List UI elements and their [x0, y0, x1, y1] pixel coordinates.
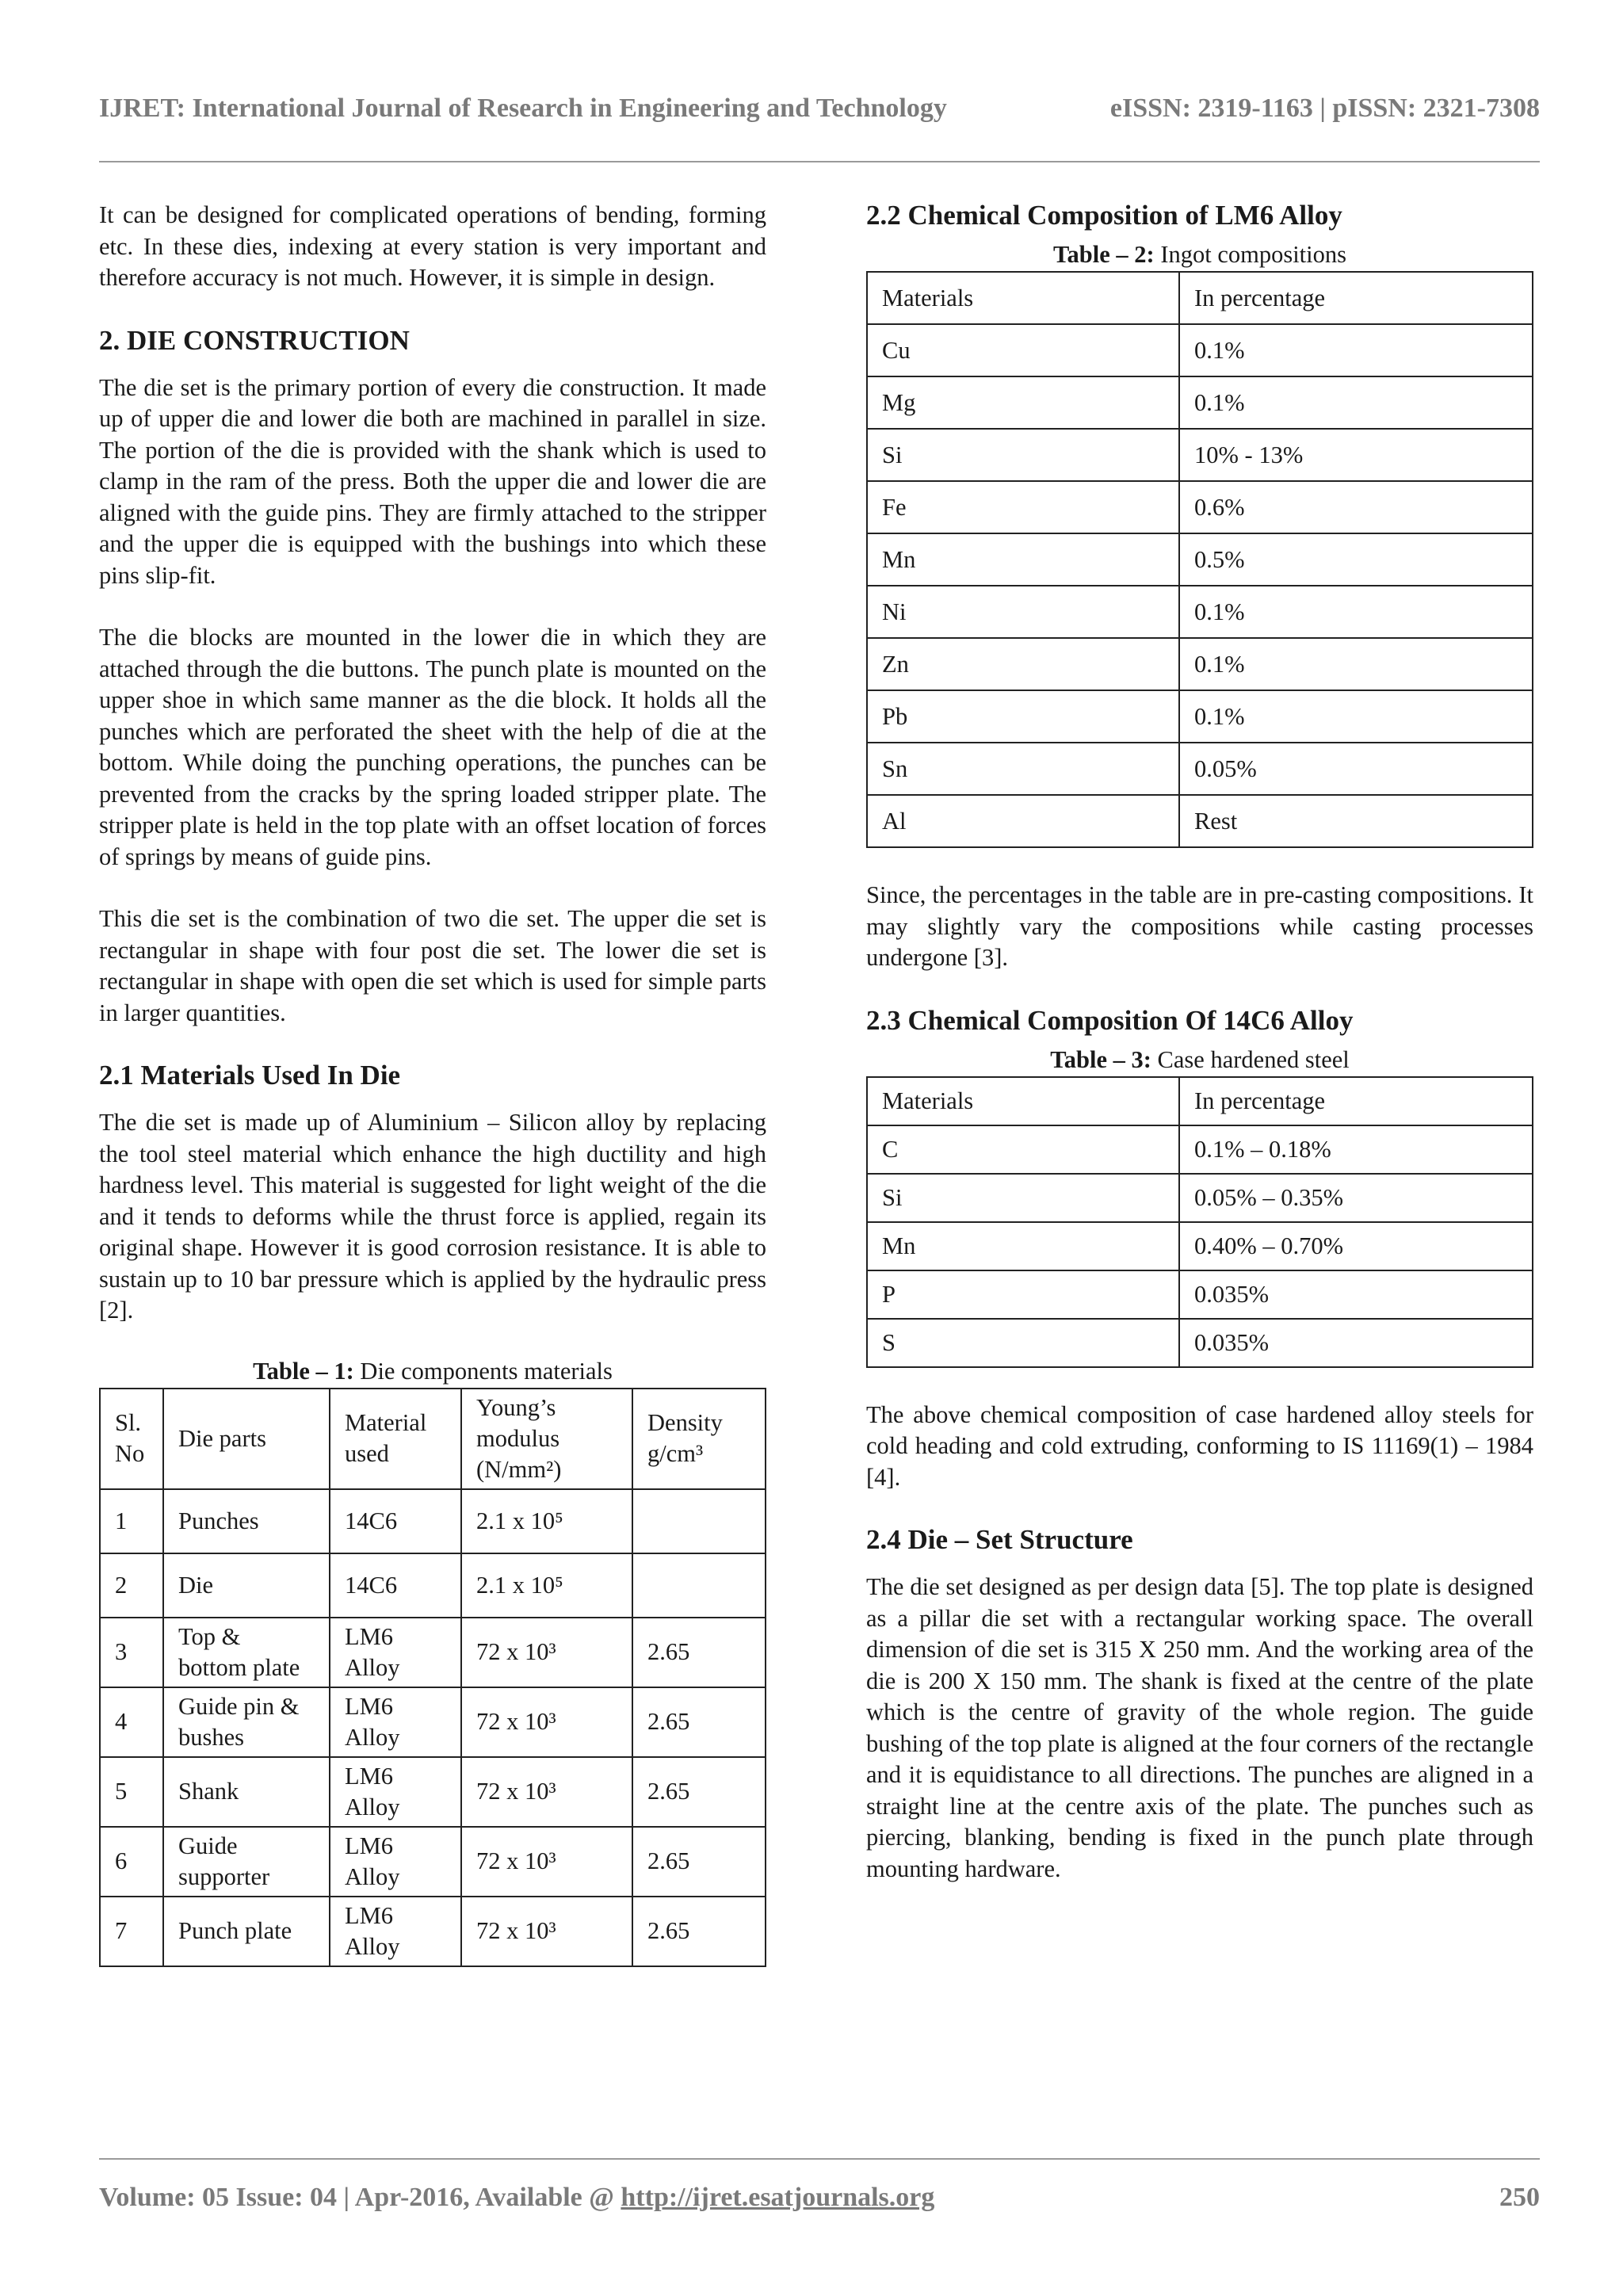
running-header [99, 94, 1540, 124]
table-cell: 2.65 [632, 1618, 766, 1687]
table-row [100, 1897, 766, 1966]
table-header-cell: Material used [330, 1389, 461, 1489]
table-cell: 72 x 10³ [461, 1687, 632, 1757]
table-cell: 10% - 13% [1179, 429, 1533, 481]
table-row [867, 795, 1533, 847]
footer-rule [99, 2158, 1540, 2160]
table-cell: S [867, 1319, 1179, 1367]
table-row [100, 1618, 766, 1687]
volume-info: Volume: 05 Issue: 04 | Apr-2016, Available @ [99, 2183, 621, 2212]
table-cell: Si [867, 429, 1179, 481]
table-header-cell: In percentage [1179, 1077, 1533, 1125]
table-row [867, 586, 1533, 638]
table-cell: 2.1 x 10⁵ [461, 1489, 632, 1553]
table-row [867, 1222, 1533, 1270]
table-cell [632, 1553, 766, 1618]
section-2-2-heading: 2.2 Chemical Composition of LM6 Alloy [866, 200, 1342, 231]
table-1 [99, 1388, 766, 1967]
table-cell: LM6 Alloy [330, 1618, 461, 1687]
table-header-row [867, 1077, 1533, 1125]
table-header-row [100, 1389, 766, 1489]
table-cell: 0.1% [1179, 376, 1533, 429]
table-row [867, 1270, 1533, 1319]
table-cell: 72 x 10³ [461, 1618, 632, 1687]
table-cell: Sn [867, 743, 1179, 795]
table-cell: 72 x 10³ [461, 1827, 632, 1897]
table-row [100, 1687, 766, 1757]
table-cell: Guide pin & bushes [163, 1687, 330, 1757]
table-cell: 0.6% [1179, 481, 1533, 533]
table-cell: Rest [1179, 795, 1533, 847]
table-cell: 0.40% – 0.70% [1179, 1222, 1533, 1270]
table-cell: LM6 Alloy [330, 1687, 461, 1757]
journal-link[interactable]: http://ijret.esatjournals.org [621, 2183, 935, 2212]
section-2-paragraph-1: The die set is the primary portion of every die construction. It made up of upper die and lower die both are machined in parallel in size. The portion of the die is provided with the shank which is used to clamp in the ram of the press. Both the upper die and lower die are aligned with the guide pins. They are firmly attached to the stripper and the upper die is equipped with the bushings into which these pins slip-fit. [99, 373, 766, 589]
table-row [867, 638, 1533, 690]
table-row [867, 690, 1533, 743]
issn-info: eISSN: 2319-1163 | pISSN: 2321-7308 [1109, 94, 1540, 123]
table-2 [866, 271, 1533, 848]
table-cell: 2.65 [632, 1897, 766, 1966]
table-cell: P [867, 1270, 1179, 1319]
section-2-3-heading: 2.3 Chemical Composition Of 14C6 Alloy [866, 1004, 1354, 1036]
table-cell: 6 [100, 1827, 163, 1897]
table-cell: Top & bottom plate [163, 1618, 330, 1687]
table-header-cell: Die parts [163, 1389, 330, 1489]
section-2-2-paragraph: Since, the percentages in the table are in pre-casting compositions. It may slightly vary the compositions while casting processes undergone [3]. [866, 881, 1533, 971]
table-cell: 2.1 x 10⁵ [461, 1553, 632, 1618]
section-2-3-paragraph: The above chemical composition of case hardened alloy steels for cold heading and cold extruding, conforming to IS 11169(1) – 1984 [4]. [866, 1400, 1533, 1491]
header-rule [99, 161, 1540, 162]
table-cell: Guide supporter [163, 1827, 330, 1897]
table-cell: 2.65 [632, 1827, 766, 1897]
table-3 [866, 1076, 1533, 1368]
table-header-cell: In percentage [1179, 272, 1533, 324]
table-cell: 72 x 10³ [461, 1897, 632, 1966]
section-2-1-heading: 2.1 Materials Used In Die [99, 1060, 401, 1091]
table-row [867, 429, 1533, 481]
table-cell: Si [867, 1174, 1179, 1222]
table-cell: Punches [163, 1489, 330, 1553]
table-1-caption: Table – 1: Die components materials [253, 1357, 613, 1385]
table-header-cell: Density g/cm³ [632, 1389, 766, 1489]
right-column [866, 200, 1533, 1916]
table-cell: 2.65 [632, 1687, 766, 1757]
page-number: 250 [1499, 2183, 1540, 2212]
table-row [100, 1757, 766, 1827]
section-2-paragraph-2: The die blocks are mounted in the lower die in which they are attached through the die buttons. The punch plate is mounted on the upper shoe in which same manner as the die block. It holds all the punches which are perforated the sheet with the help of die at the bottom. While doing the punching operations, the punches can be prevented from the cracks by the spring loaded stripper plate. The stripper plate is held in the top plate with an offset location of forces of springs by means of guide pins. [99, 624, 766, 870]
table-cell: LM6 Alloy [330, 1897, 461, 1966]
table-cell: 0.1% [1179, 638, 1533, 690]
left-column [99, 200, 766, 1967]
table-header-cell: Materials [867, 1077, 1179, 1125]
table-cell: Mg [867, 376, 1179, 429]
table-cell: Mn [867, 1222, 1179, 1270]
table-cell: 0.1% [1179, 690, 1533, 743]
table-cell: 0.05% – 0.35% [1179, 1174, 1533, 1222]
section-2-4-heading: 2.4 Die – Set Structure [866, 1524, 1133, 1555]
table-cell: 0.5% [1179, 533, 1533, 586]
table-row [867, 743, 1533, 795]
table-cell: 0.035% [1179, 1270, 1533, 1319]
section-2-paragraph-3: This die set is the combination of two die set. The upper die set is rectangular in shape with four post die set. The lower die set is rectangular in shape with open die set which is used for simple parts in larger quantities. [99, 905, 766, 1026]
table-cell: 2.65 [632, 1757, 766, 1827]
table-cell: Fe [867, 481, 1179, 533]
table-cell: 4 [100, 1687, 163, 1757]
table-cell: Shank [163, 1757, 330, 1827]
table-cell: Die [163, 1553, 330, 1618]
table-header-cell: Materials [867, 272, 1179, 324]
running-footer [99, 2183, 1540, 2213]
table-row [100, 1553, 766, 1618]
table-row [100, 1489, 766, 1553]
table-cell: Cu [867, 324, 1179, 376]
table-row [867, 376, 1533, 429]
table-row [867, 533, 1533, 586]
table-3-caption: Table – 3: Case hardened steel [1050, 1045, 1350, 1073]
table-cell [632, 1489, 766, 1553]
table-2-caption: Table – 2: Ingot compositions [1053, 241, 1346, 268]
table-cell: 1 [100, 1489, 163, 1553]
table-cell: 2 [100, 1553, 163, 1618]
section-2-1-paragraph: The die set is made up of Aluminium – Silicon alloy by replacing the tool steel material which enhance the high ductility and high hardness level. This material is suggested for light weight of the die and it tends to deforms while the thrust force is applied, regain its original shape. However it is good corrosion resistance. It is able to sustain up to 10 bar pressure which is applied by the hydraulic press [2]. [99, 1109, 766, 1324]
table-header-row [867, 272, 1533, 324]
table-row [867, 1319, 1533, 1367]
table-cell: Punch plate [163, 1897, 330, 1966]
table-cell: 0.035% [1179, 1319, 1533, 1367]
table-cell: LM6 Alloy [330, 1827, 461, 1897]
table-cell: 72 x 10³ [461, 1757, 632, 1827]
table-cell: Al [867, 795, 1179, 847]
table-cell: 3 [100, 1618, 163, 1687]
table-row [100, 1827, 766, 1897]
table-cell: 0.1% [1179, 586, 1533, 638]
table-row [867, 481, 1533, 533]
table-cell: Mn [867, 533, 1179, 586]
table-cell: C [867, 1125, 1179, 1174]
table-cell: 7 [100, 1897, 163, 1966]
table-cell: 0.05% [1179, 743, 1533, 795]
table-row [867, 1174, 1533, 1222]
table-cell: LM6 Alloy [330, 1757, 461, 1827]
table-cell: 0.1% [1179, 324, 1533, 376]
table-cell: Pb [867, 690, 1179, 743]
table-cell: 14C6 [330, 1489, 461, 1553]
section-2-4-paragraph: The die set designed as per design data [5]. The top plate is designed as a pillar die set with a rectangular working space. The overall dimension of die set is 315 X 250 mm. And the working area of the die is 200 X 150 mm. The shank is fixed at the centre of the plate which is the centre of gravity of the whole region. The guide bushing of the top plate is aligned at the four corners of the rectangle and it is equidistance to all directions. The punches are aligned in a straight line at the centre axis of the plate. The punches such as piercing, blanking, bending is fixed in the punch plate through mounting hardware. [866, 1573, 1533, 1882]
table-cell: 0.1% – 0.18% [1179, 1125, 1533, 1174]
journal-title: IJRET: International Journal of Research in Engineering and Technology [99, 94, 947, 123]
table-cell: 14C6 [330, 1553, 461, 1618]
table-cell: 5 [100, 1757, 163, 1827]
section-2-heading: 2. DIE CONSTRUCTION [99, 324, 410, 356]
table-header-cell: Young’s modulus (N/mm²) [461, 1389, 632, 1489]
table-cell: Ni [867, 586, 1179, 638]
table-header-cell: Sl. No [100, 1389, 163, 1489]
table-cell: Zn [867, 638, 1179, 690]
table-row [867, 324, 1533, 376]
table-row [867, 1125, 1533, 1174]
intro-paragraph: It can be designed for complicated operations of bending, forming etc. In these dies, indexing at every station is very important and therefore accuracy is not much. However, it is simple in design. [99, 201, 766, 291]
